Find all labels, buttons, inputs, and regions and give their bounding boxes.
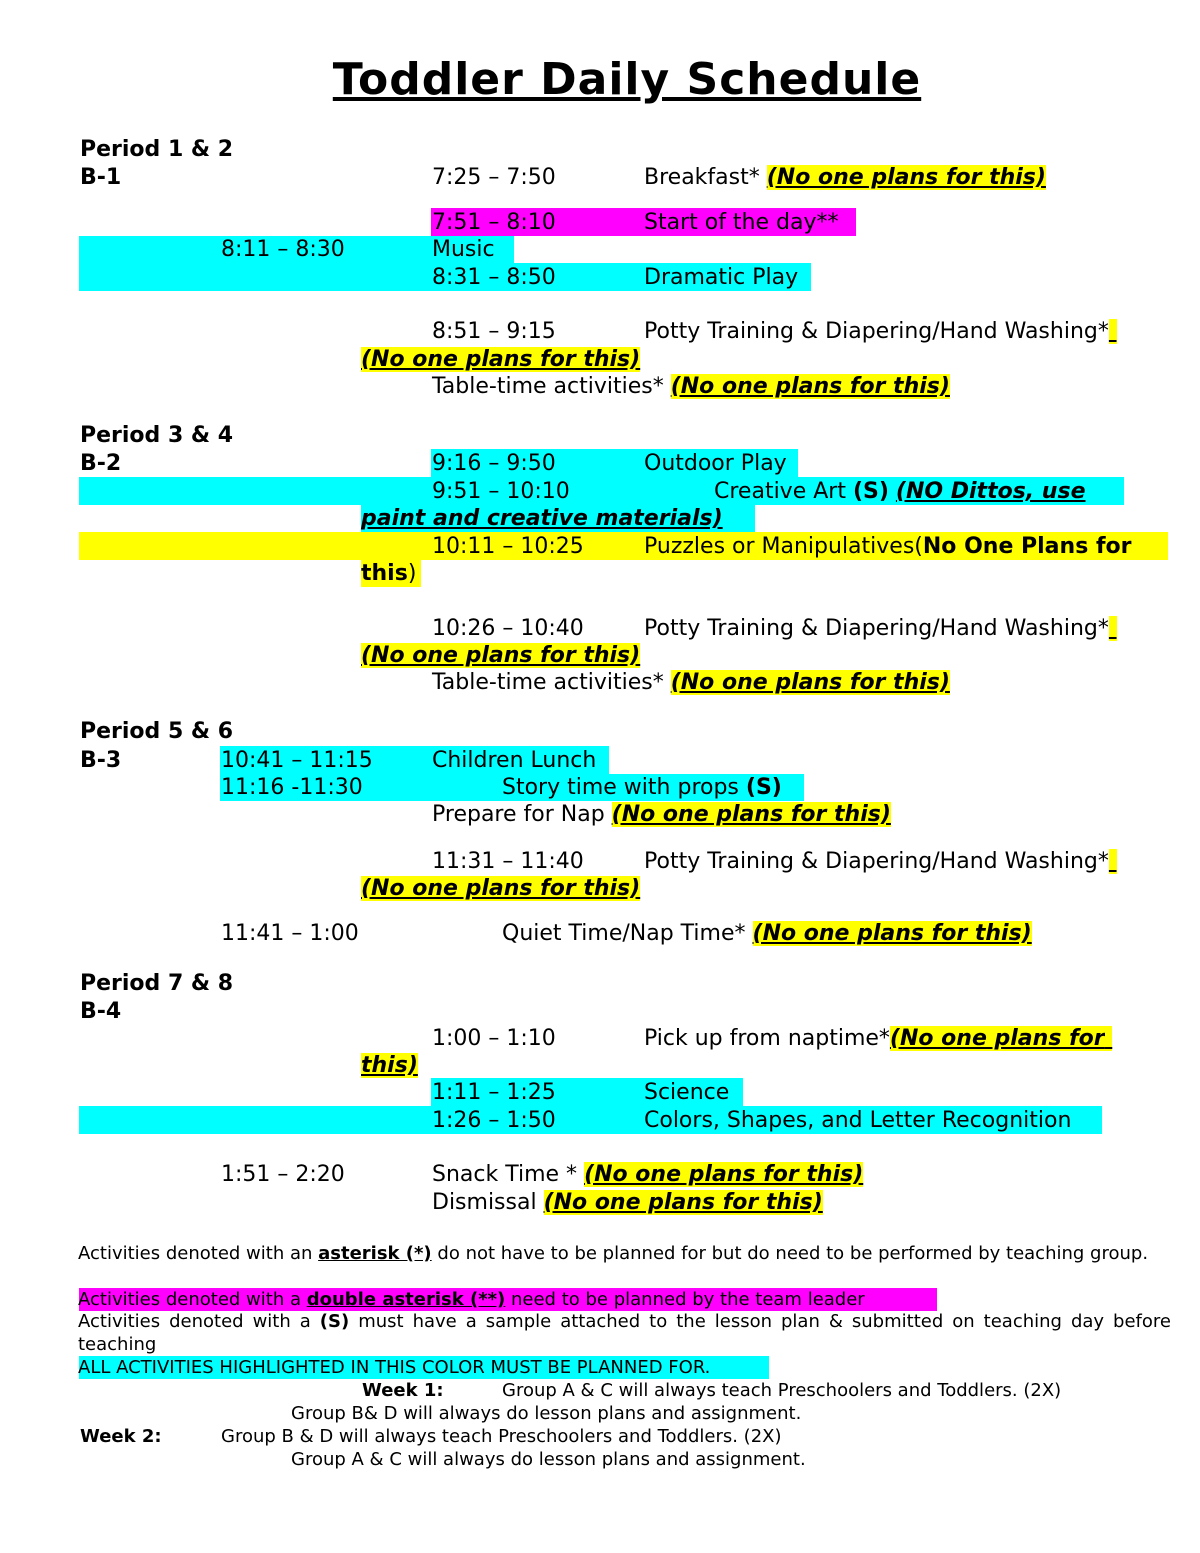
activity-row: [644, 164, 1046, 191]
activity-label: Creative Art: [714, 479, 846, 504]
period-heading: Period 7 & 8: [80, 971, 234, 996]
activity-label: Pick up from naptime*: [644, 1026, 890, 1051]
no-plan-line: [361, 875, 640, 902]
time-slot: 11:41 – 1:00: [221, 921, 359, 946]
asterisk-note: [78, 1242, 1171, 1265]
activity-label: Dramatic Play: [644, 265, 799, 290]
period-heading: Period 1 & 2: [80, 137, 234, 162]
activity-label: Table-time activities*: [432, 670, 664, 695]
time-slot: 11:16 -11:30: [221, 775, 363, 800]
sample-note: [78, 1310, 1171, 1356]
activity-row: [432, 801, 891, 828]
block-label: B-4: [80, 999, 122, 1024]
week-line: Group A & C will always teach Preschoolers and Toddlers. (2X): [502, 1380, 1062, 1401]
art-note: paint and creative materials): [361, 506, 723, 531]
activity-row: [644, 533, 1131, 560]
note-text: need to be planned by the team leader: [511, 1289, 865, 1310]
activity-label: Potty Training & Diapering/Hand Washing*: [644, 849, 1109, 874]
no-plan-note: (No one plans for this): [584, 1162, 864, 1187]
no-plan-note: (No one plans for this): [543, 1190, 823, 1215]
activity-row: [644, 848, 1117, 875]
time-slot: 10:26 – 10:40: [432, 616, 584, 641]
no-plan-line: [361, 642, 640, 669]
no-plan-note: (No one plans for this): [361, 347, 641, 372]
activity-row: [432, 1161, 863, 1188]
spacer-mark: [1105, 1026, 1113, 1051]
no-plan-line: [361, 346, 640, 373]
activity-label: Science: [644, 1080, 730, 1105]
sample-marker: (S): [745, 775, 782, 800]
no-plan-note: (No one plans for this): [766, 165, 1046, 190]
time-slot: 10:11 – 10:25: [432, 534, 584, 559]
note-text: Activities denoted with an: [78, 1243, 313, 1264]
week-line: Group B & D will always teach Preschoolers and Toddlers. (2X): [221, 1426, 782, 1447]
puzzles-note-cont: [361, 560, 416, 587]
activity-label: Potty Training & Diapering/Hand Washing*: [644, 319, 1109, 344]
block-label: B-1: [80, 165, 122, 190]
activity-label: Table-time activities*: [432, 374, 664, 399]
note-key: (S): [319, 1311, 350, 1332]
week-line: Group B& D will always do lesson plans and assignment.: [291, 1403, 802, 1424]
note-text: must have a sample attached to the lesson plan & submitted on teaching day before teaching: [78, 1311, 1171, 1355]
sample-marker: (S): [852, 479, 889, 504]
activity-label: Outdoor Play: [644, 451, 787, 476]
activity-row: [714, 478, 1086, 505]
time-slot: 9:51 – 10:10: [432, 479, 570, 504]
activity-row: [502, 920, 1032, 947]
activity-label: Start of the day**: [644, 210, 839, 235]
activity-label: Potty Training & Diapering/Hand Washing*: [644, 616, 1109, 641]
activity-label: Dismissal: [432, 1190, 537, 1215]
no-plan-note: (No one plans for this): [670, 670, 950, 695]
no-plan-note: this): [361, 1053, 418, 1078]
activity-row: [432, 1189, 823, 1216]
no-plan-note: (No one plans for this): [752, 921, 1032, 946]
note-text: do not have to be planned for but do need to be performed by teaching group.: [437, 1243, 1149, 1264]
no-plan-line: [361, 1052, 418, 1079]
no-plan-note: (No one plans for this): [361, 643, 641, 668]
activity-label: Snack Time *: [432, 1162, 578, 1187]
puzzles-close: ): [407, 561, 417, 586]
art-note: (NO Dittos, use: [895, 479, 1086, 504]
time-slot: 11:31 – 11:40: [432, 849, 584, 874]
time-slot: 8:51 – 9:15: [432, 319, 556, 344]
time-slot: 1:11 – 1:25: [432, 1080, 556, 1105]
puzzles-note: this: [361, 561, 408, 586]
time-slot: 8:31 – 8:50: [432, 265, 556, 290]
week-label: Week 2:: [80, 1426, 162, 1447]
activity-label: Story time with props: [502, 775, 739, 800]
no-plan-note: (No one plans for: [889, 1026, 1105, 1051]
double-asterisk-note: [78, 1288, 865, 1311]
period-heading: Period 5 & 6: [80, 719, 234, 744]
block-label: B-2: [80, 451, 122, 476]
activity-row: [644, 318, 1117, 345]
activity-row: [644, 615, 1117, 642]
activity-label: Puzzles or Manipulatives(: [644, 534, 923, 559]
time-slot: 1:00 – 1:10: [432, 1026, 556, 1051]
time-slot: 7:25 – 7:50: [432, 165, 556, 190]
time-slot: 10:41 – 11:15: [221, 748, 373, 773]
week-line: Group A & C will always do lesson plans and assignment.: [291, 1449, 806, 1470]
time-slot: 9:16 – 9:50: [432, 451, 556, 476]
spacer-mark: [1109, 319, 1117, 344]
time-slot: 1:51 – 2:20: [221, 1162, 345, 1187]
note-text: Activities denoted with a: [78, 1289, 301, 1310]
activity-label: Colors, Shapes, and Letter Recognition: [644, 1108, 1072, 1133]
puzzles-note: No One Plans for: [922, 534, 1132, 559]
time-slot: 8:11 – 8:30: [221, 237, 345, 262]
no-plan-note: (No one plans for this): [361, 876, 641, 901]
period-heading: Period 3 & 4: [80, 423, 234, 448]
activity-label: Quiet Time/Nap Time*: [502, 921, 746, 946]
block-label: B-3: [80, 748, 122, 773]
activity-row: [502, 774, 782, 801]
no-plan-note: (No one plans for this): [611, 802, 891, 827]
note-key: asterisk (*): [318, 1243, 432, 1264]
activity-row: [432, 669, 950, 696]
time-slot: 1:26 – 1:50: [432, 1108, 556, 1133]
activity-label: Prepare for Nap: [432, 802, 605, 827]
activity-row: [432, 373, 950, 400]
no-plan-note: (No one plans for this): [670, 374, 950, 399]
activity-label: Breakfast*: [644, 165, 760, 190]
page-title: Toddler Daily Schedule: [332, 54, 922, 105]
note-text: Activities denoted with a: [78, 1311, 311, 1332]
spacer-mark: [1109, 849, 1117, 874]
activity-label: Children Lunch: [432, 748, 597, 773]
spacer-mark: [1109, 616, 1117, 641]
time-slot: 7:51 – 8:10: [432, 210, 556, 235]
week-label: Week 1:: [362, 1380, 444, 1401]
activity-row: [644, 1025, 1112, 1052]
art-note-cont: [361, 505, 723, 532]
note-key: double asterisk (**): [306, 1289, 506, 1310]
plan-required-note: ALL ACTIVITIES HIGHLIGHTED IN THIS COLOR MUST BE PLANNED FOR.: [78, 1357, 711, 1378]
activity-label: Music: [432, 237, 495, 262]
